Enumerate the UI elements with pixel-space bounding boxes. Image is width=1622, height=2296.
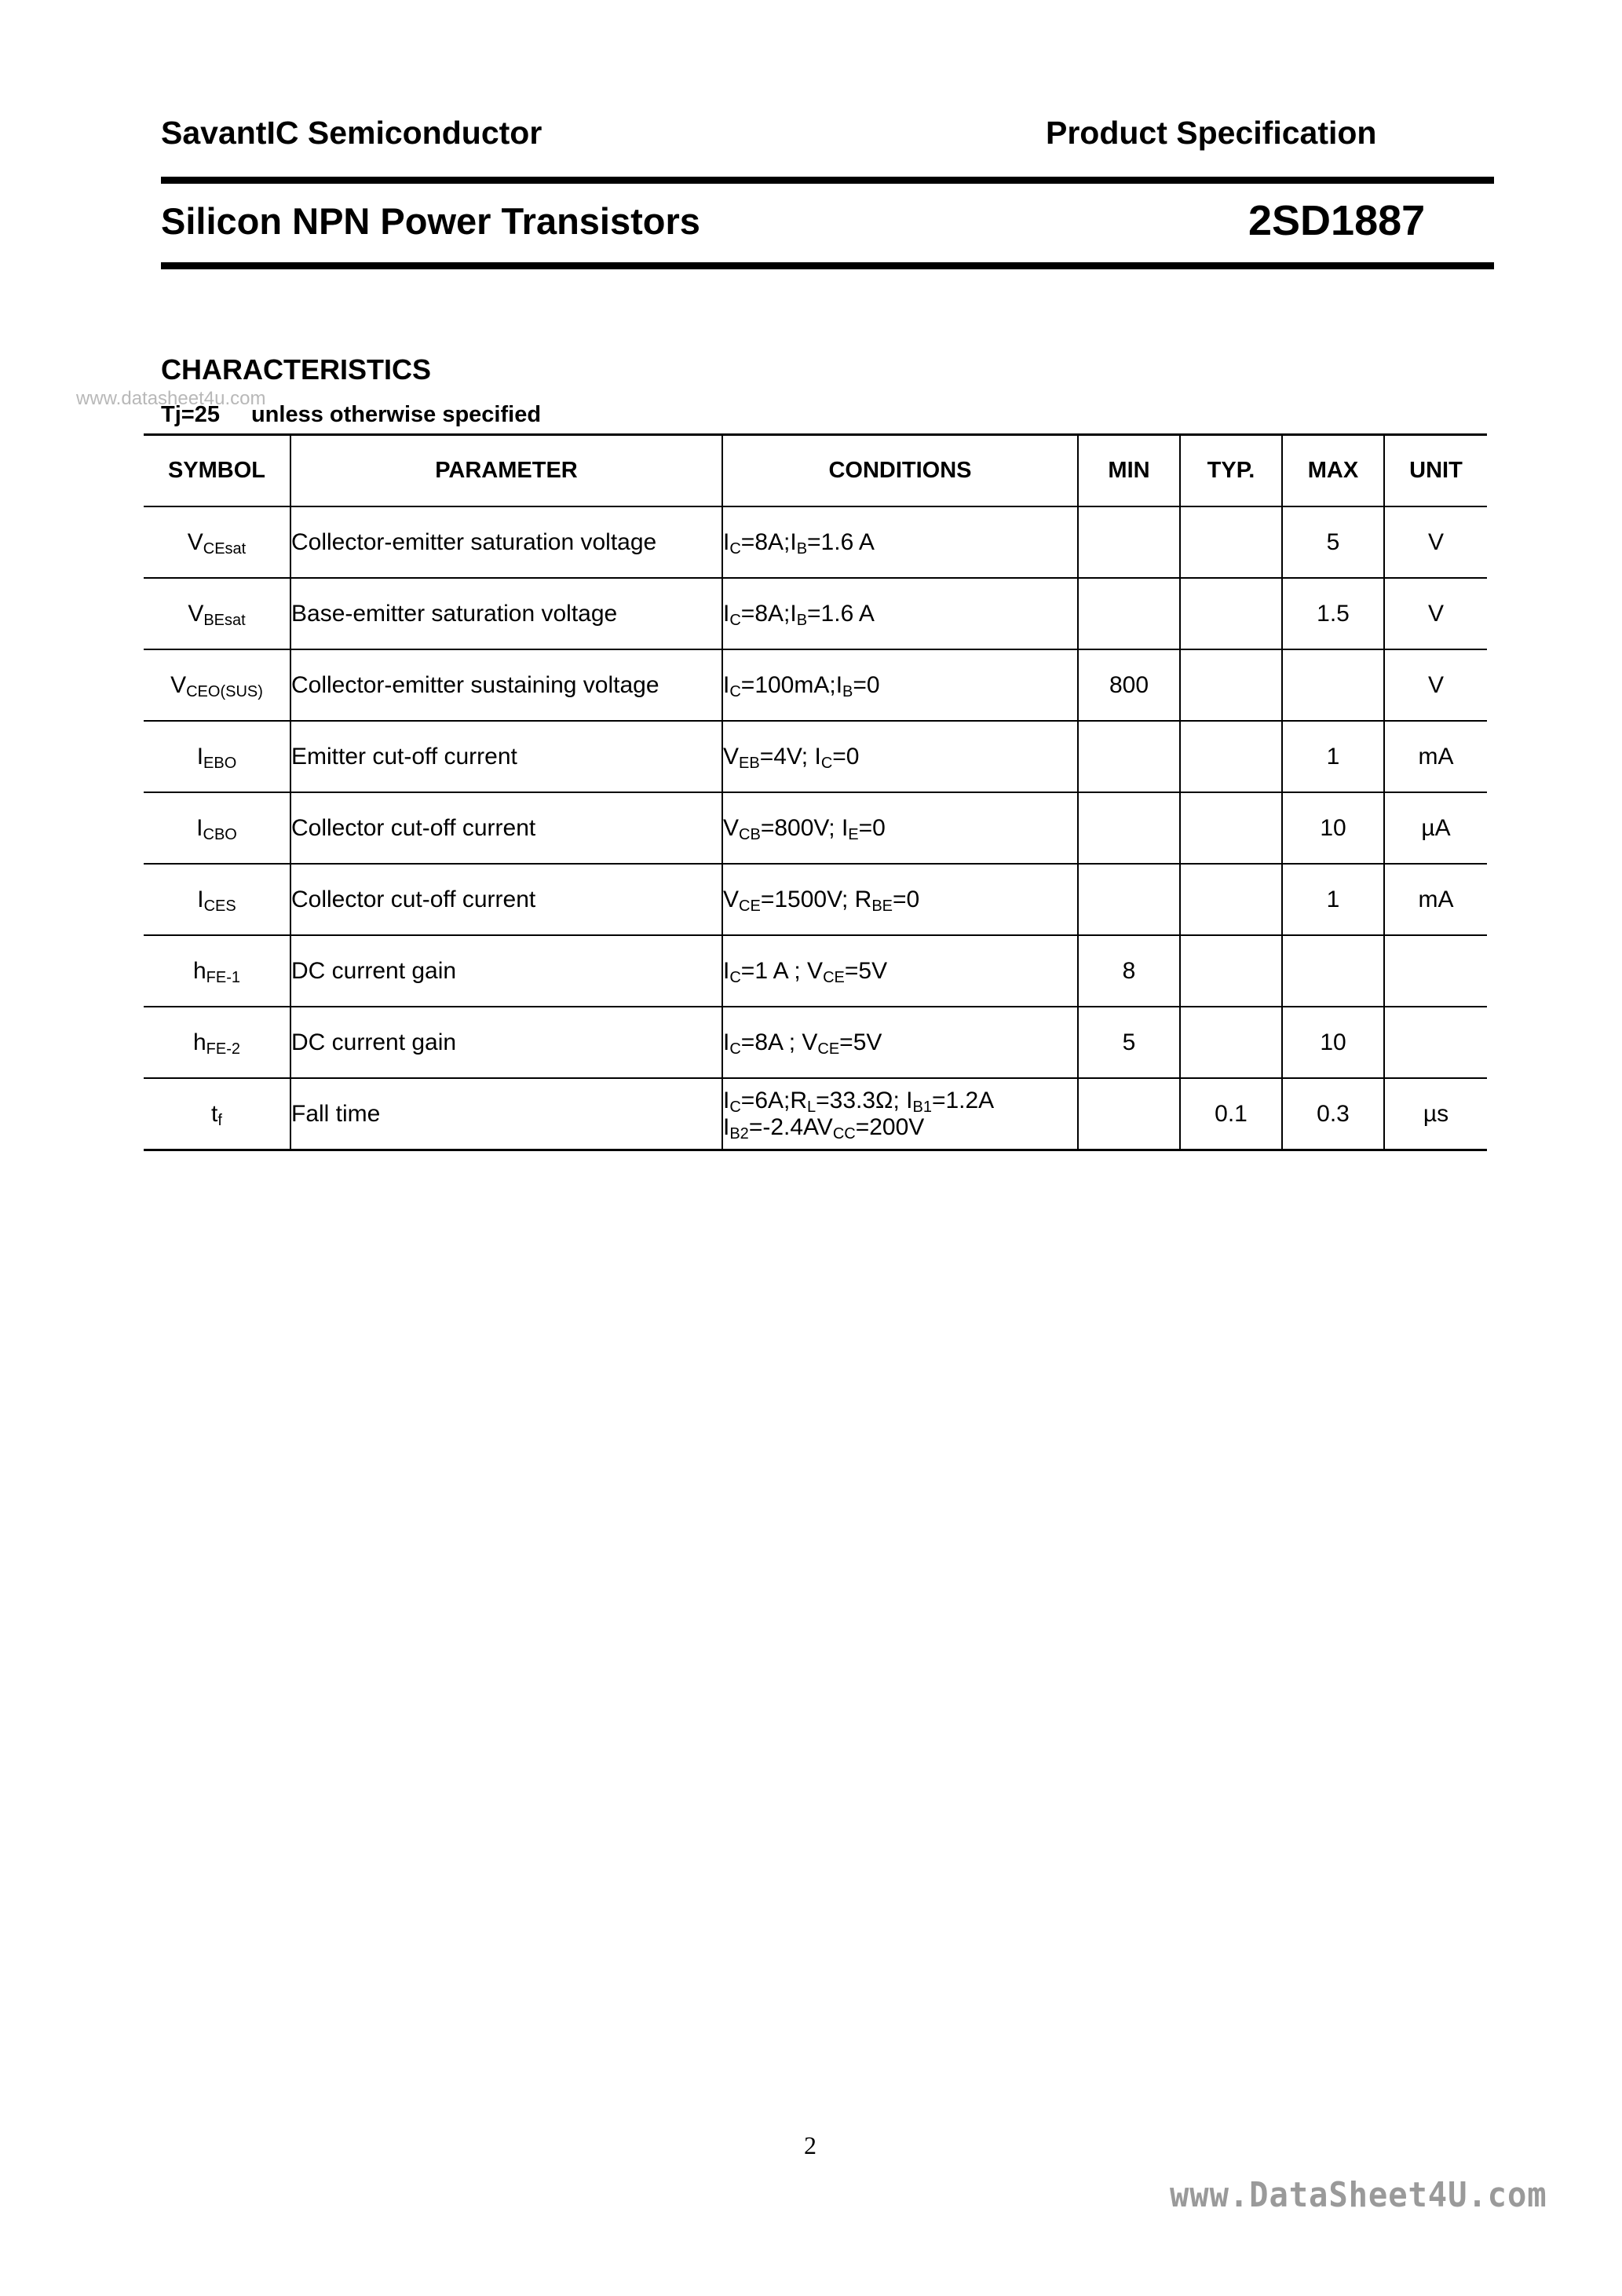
col-header-min: MIN (1078, 435, 1180, 507)
part-number: 2SD1887 (1248, 197, 1426, 244)
table-row (144, 935, 1487, 1007)
cell-parameter: Collector-emitter sustaining voltage (290, 649, 722, 721)
cell-conditions: $V_{CE}=1500V$; $R_{BE}=0$ (722, 864, 1078, 935)
cell-typ (1180, 935, 1282, 1007)
doc-type: Product Specification (1046, 115, 1377, 151)
cell-unit (1384, 1007, 1487, 1078)
cell-max: 10 (1282, 792, 1384, 864)
col-header-typ: TYP. (1180, 435, 1282, 507)
cell-min (1078, 578, 1180, 649)
cell-parameter: Collector cut-off current (290, 792, 722, 864)
cell-unit: V (1384, 506, 1487, 578)
cell-typ (1180, 1007, 1282, 1078)
cell-min: 800 (1078, 649, 1180, 721)
cell-min (1078, 721, 1180, 792)
cell-symbol: $V_{CEsat}$ (144, 506, 290, 578)
cell-typ (1180, 864, 1282, 935)
table-row (144, 864, 1487, 935)
test-condition (161, 402, 541, 428)
watermark-url: www.datasheet4u.com (76, 388, 266, 409)
cell-max: 1.5 (1282, 578, 1384, 649)
table-row (144, 649, 1487, 721)
table-row (144, 506, 1487, 578)
cell-min (1078, 864, 1180, 935)
cell-parameter: DC current gain (290, 935, 722, 1007)
cell-min: 5 (1078, 1007, 1180, 1078)
cell-conditions: $I_C=8A;I_B=1.6$ A (722, 506, 1078, 578)
cell-parameter: Emitter cut-off current (290, 721, 722, 792)
cell-unit: µs (1384, 1078, 1487, 1150)
cell-max: 1 (1282, 721, 1384, 792)
cell-min: 8 (1078, 935, 1180, 1007)
cell-max (1282, 935, 1384, 1007)
cell-typ (1180, 578, 1282, 649)
table-header-row (144, 435, 1487, 507)
cell-symbol: $I_{EBO}$ (144, 721, 290, 792)
page-number: 2 (804, 2131, 816, 2159)
col-header-parameter: PARAMETER (290, 435, 722, 507)
cell-conditions: $I_C=8A$ ; $V_{CE}=5V$ (722, 1007, 1078, 1078)
cell-symbol: $h_{FE-2}$ (144, 1007, 290, 1078)
cell-typ (1180, 649, 1282, 721)
header-rule-top (161, 177, 1494, 184)
cell-conditions: $V_{CB}=800V$; $I_E=0$ (722, 792, 1078, 864)
footer-brand: www.DataSheet4U.com (1170, 2175, 1547, 2215)
test-condition-temp: Tj=25 (161, 402, 220, 427)
cell-typ (1180, 792, 1282, 864)
cell-min (1078, 1078, 1180, 1150)
condition-line: $I_{B2}=-2.4AV_{CC}=200V$ (723, 1113, 925, 1143)
section-title: CHARACTERISTICS (161, 353, 432, 386)
cell-parameter: Collector cut-off current (290, 864, 722, 935)
cell-symbol: $I_{CES}$ (144, 864, 290, 935)
cell-typ (1180, 506, 1282, 578)
table-row (144, 578, 1487, 649)
cell-typ (1180, 721, 1282, 792)
cell-parameter: Collector-emitter saturation voltage (290, 506, 722, 578)
cell-max: 10 (1282, 1007, 1384, 1078)
cell-typ: 0.1 (1180, 1078, 1282, 1150)
cell-unit: mA (1384, 864, 1487, 935)
cell-max (1282, 649, 1384, 721)
cell-symbol: $I_{CBO}$ (144, 792, 290, 864)
cell-symbol: $h_{FE-1}$ (144, 935, 290, 1007)
col-header-max: MAX (1282, 435, 1384, 507)
cell-conditions: $I_C=100mA;I_B=0$ (722, 649, 1078, 721)
cell-unit: V (1384, 649, 1487, 721)
cell-symbol: $V_{BEsat}$ (144, 578, 290, 649)
company-name: SavantIC Semiconductor (161, 115, 542, 151)
cell-parameter: Base-emitter saturation voltage (290, 578, 722, 649)
cell-unit (1384, 935, 1487, 1007)
table-row (144, 721, 1487, 792)
cell-parameter: DC current gain (290, 1007, 722, 1078)
cell-conditions: $I_C=1$ A ; $V_{CE}=5V$ (722, 935, 1078, 1007)
cell-unit: mA (1384, 721, 1487, 792)
cell-min (1078, 506, 1180, 578)
header-rule-bottom (161, 262, 1494, 269)
cell-parameter: Fall time (290, 1078, 722, 1150)
col-header-conditions: CONDITIONS (722, 435, 1078, 507)
cell-conditions: $I_C=8A;I_B=1.6$ A (722, 578, 1078, 649)
cell-max: 1 (1282, 864, 1384, 935)
col-header-unit: UNIT (1384, 435, 1487, 507)
cell-max: 0.3 (1282, 1078, 1384, 1150)
table-row (144, 1007, 1487, 1078)
cell-unit: V (1384, 578, 1487, 649)
cell-symbol: $t_f$ (144, 1078, 290, 1150)
table-row (144, 1078, 1487, 1150)
characteristics-table (144, 433, 1487, 1151)
product-family: Silicon NPN Power Transistors (161, 200, 700, 242)
table-row (144, 792, 1487, 864)
cell-conditions: $V_{EB}=4V$; $I_C=0$ (722, 721, 1078, 792)
cell-min (1078, 792, 1180, 864)
test-condition-note: unless otherwise specified (250, 402, 542, 427)
cell-max: 5 (1282, 506, 1384, 578)
cell-symbol: $V_{CEO(SUS)}$ (144, 649, 290, 721)
cell-conditions (722, 1078, 1078, 1150)
cell-unit: µA (1384, 792, 1487, 864)
condition-line: $I_C=6A;R_L=33.3\Omega$; $I_{B1}=1.2A$ (723, 1087, 995, 1116)
col-header-symbol: SYMBOL (144, 435, 290, 507)
